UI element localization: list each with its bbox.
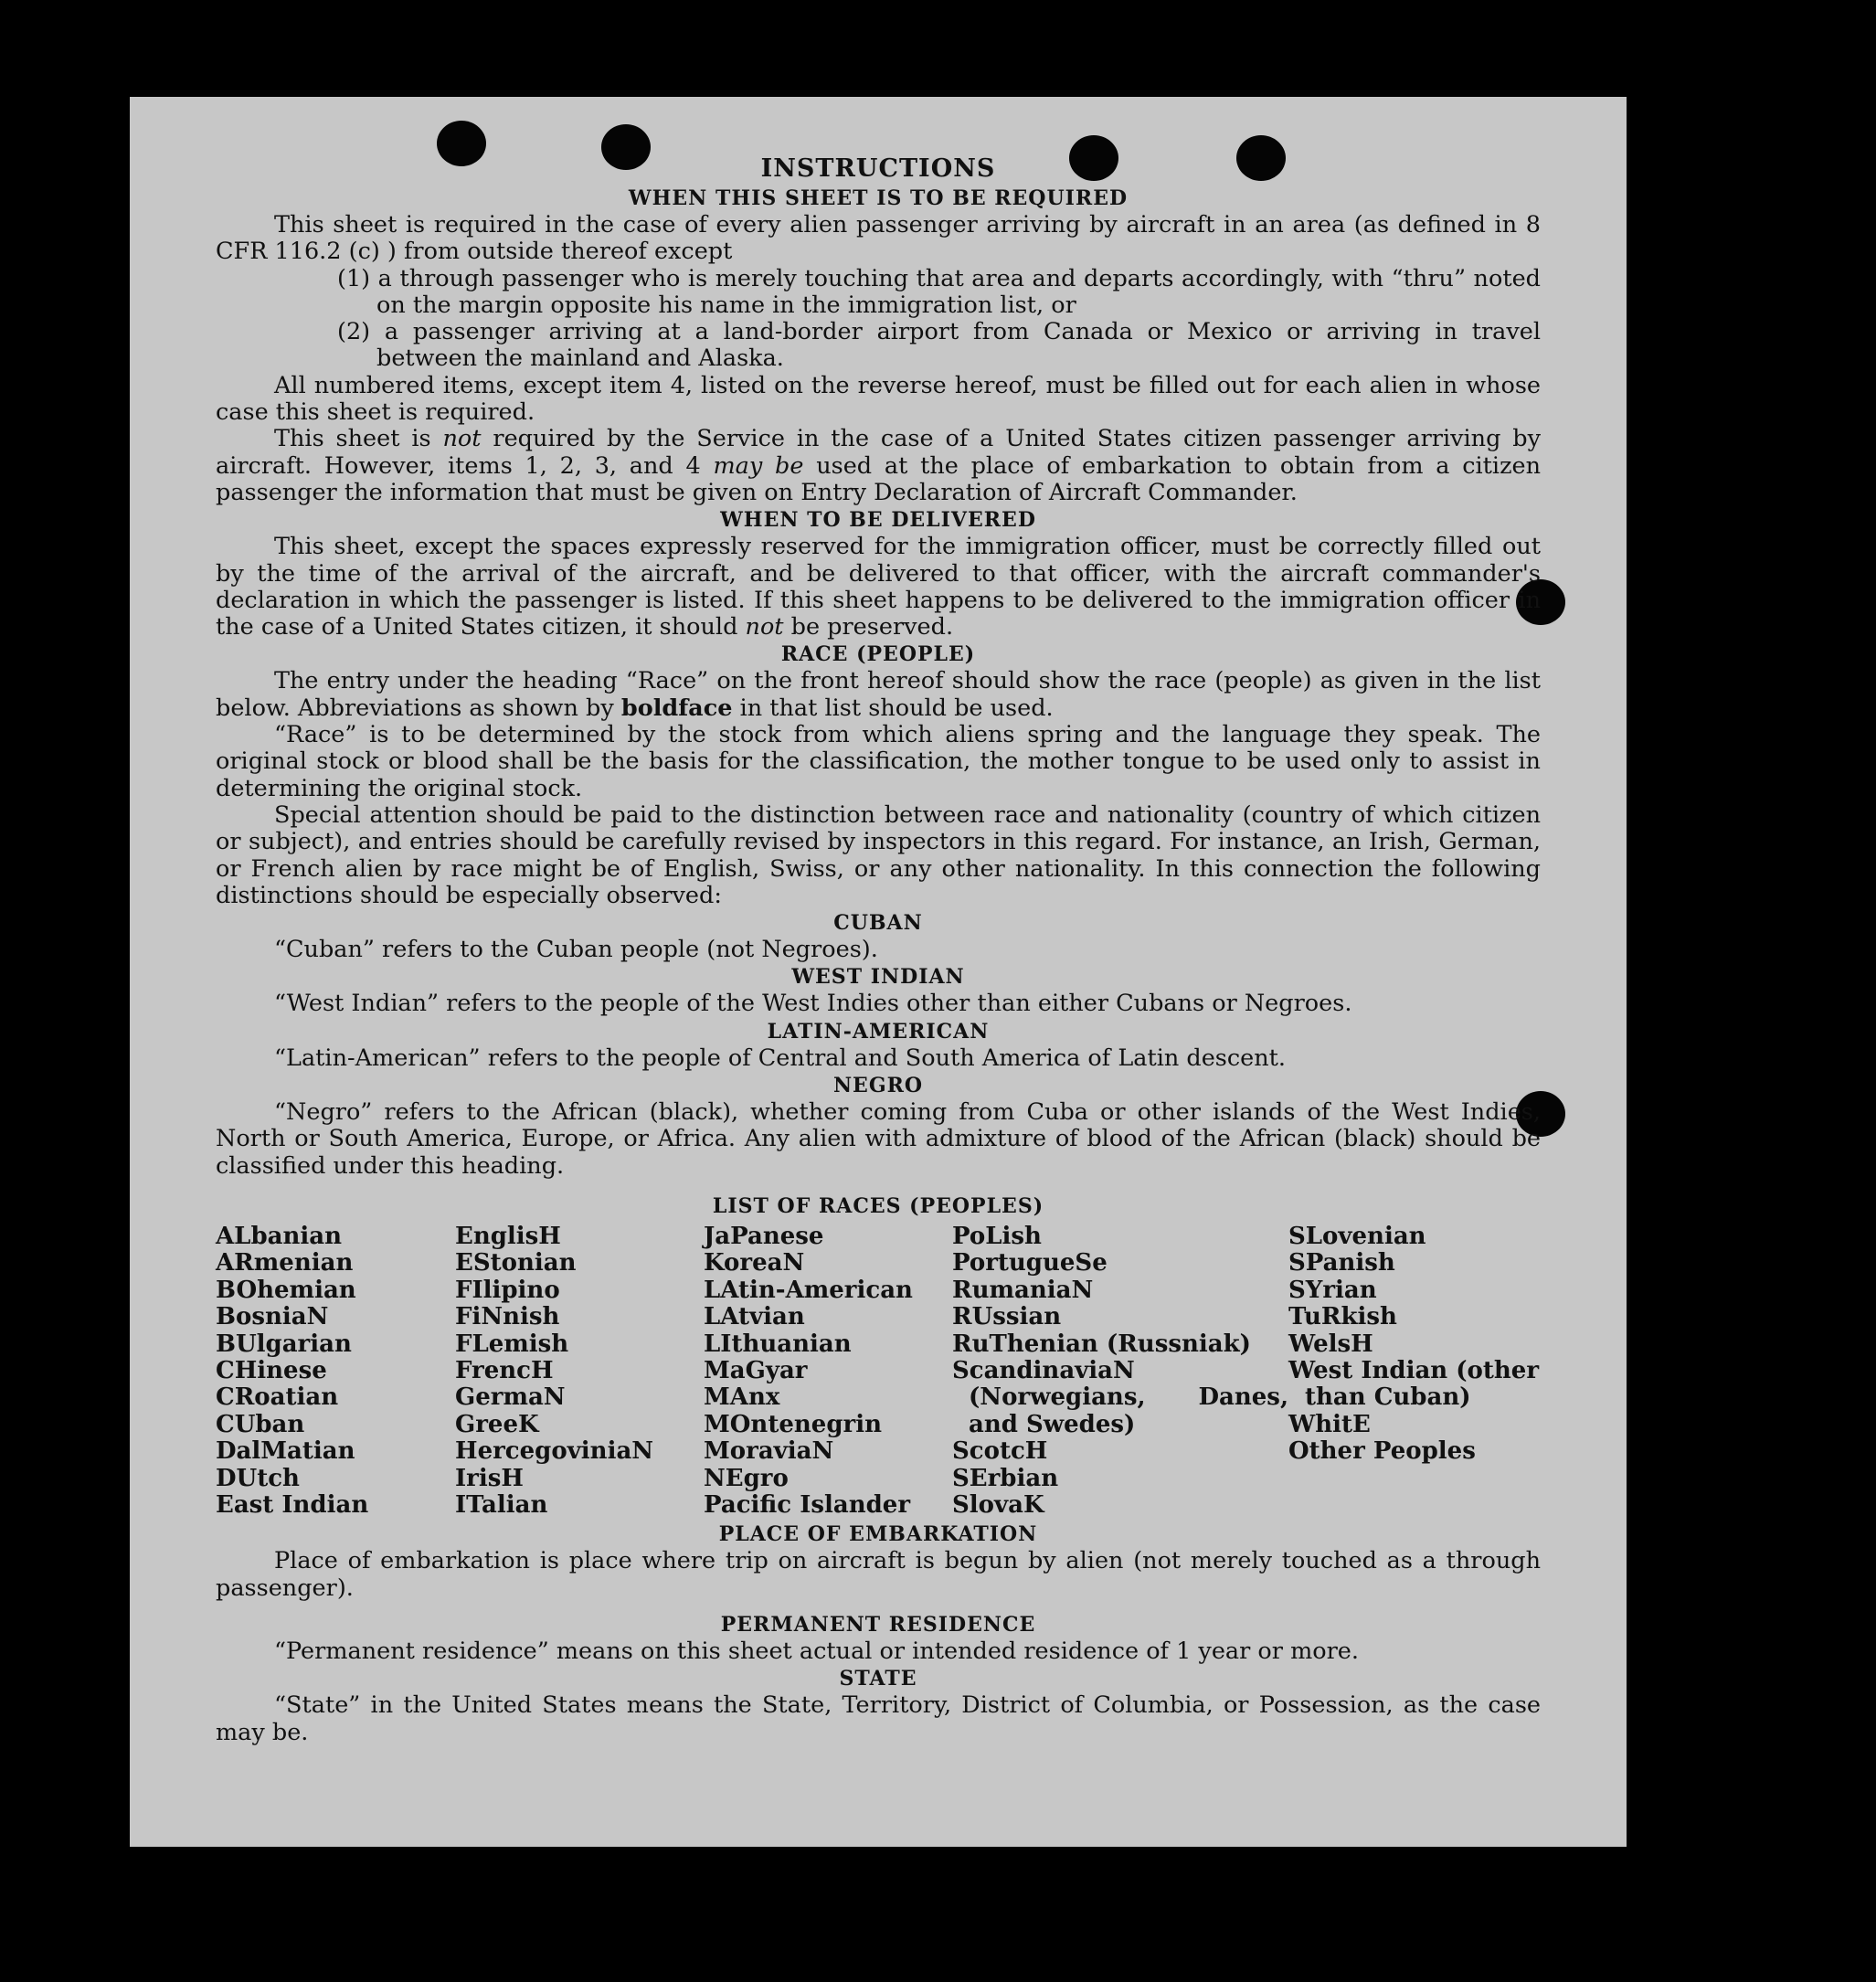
race-column [455,1224,704,1519]
paragraph: Special attention should be paid to the distinction between race and nationality (country of which citizen or subject), and entries should be carefully revised by inspectors in this regard. For instance, an Irish, German, or French alien by race might be of English, Swiss, or any other nationality. In this connection the following distinctions should be especially observed: [216,800,1541,909]
race-item: Other Peoples [1288,1437,1476,1466]
heading-when-required: WHEN THIS SHEET IS TO BE REQUIRED [628,186,1129,210]
heading-negro: NEGRO [832,1074,924,1098]
race-item: PoLish [952,1222,1042,1250]
race-item: SYrian [1288,1276,1377,1304]
race-item: ARmenian [216,1249,354,1277]
race-item: MOntenegrin [704,1410,882,1438]
race-item: ITalian [455,1490,548,1519]
race-list [216,1224,1541,1519]
race-item: WelsH [1288,1330,1373,1358]
race-item: EStonian [455,1249,577,1277]
list-item: (2) a passenger arriving at a land-border airport from Canada or Mexico or arriving in travel between the mainland and Alaska. [337,318,1541,373]
race-item: ScotcH [952,1437,1048,1466]
paragraph: “Race” is to be determined by the stock from which aliens spring and the language they speak. The original stock or blood shall be the basis for the classification, the mother tongue to be used only to assist in determining the original stock. [216,721,1541,802]
race-item: SPanish [1288,1249,1395,1277]
paragraph: “West Indian” refers to the people of the West Indies other than either Cubans or Negroes. [274,990,1352,1018]
race-item: MoraviaN [704,1437,834,1466]
race-item: SLovenian [1288,1222,1426,1250]
race-item: GermaN [455,1383,566,1412]
race-item: FiNnish [455,1303,560,1331]
race-item: CHinese [216,1356,327,1384]
heading-race: RACE (PEOPLE) [780,642,976,667]
race-item: WhitE [1288,1410,1371,1438]
race-item: FrencH [455,1356,554,1384]
race-item: DalMatian [216,1437,355,1466]
paragraph: “Permanent residence” means on this sheet actual or intended residence of 1 year or more. [274,1637,1359,1665]
paragraph: This sheet, except the spaces expressly reserved for the immigration officer, must be correctly filled out by the time of the arrival of the aircraft, and be delivered to that officer, with the aircraft commander's declaration in which the passenger is listed. If this sheet happens to be delivered to the immigration officer in the case of a United States citizen, it should not be preserved. [216,533,1541,641]
race-item: TuRkish [1288,1303,1397,1331]
heading-place-of-embarkation: PLACE OF EMBARKATION [718,1522,1038,1547]
race-column [1288,1224,1541,1519]
race-column [704,1224,952,1519]
heading-list-of-races: LIST OF RACES (PEOPLES) [712,1193,1044,1218]
paragraph: All numbered items, except item 4, listed on the reverse hereof, must be filled out for each alien in whose case this sheet is required. [216,371,1541,427]
paragraph: The entry under the heading “Race” on the front hereof should show the race (people) as given in the list below. Abbreviations as shown by boldface in that list should be used. [216,667,1541,722]
page-content [216,154,1541,1746]
race-item: BosniaN [216,1303,329,1331]
race-item: LIthuanian [704,1330,852,1358]
paragraph: This sheet is required in the case of every alien passenger arriving by aircraft in an area (as defined in 8 CFR 116.2 (c) ) from outside thereof except [216,211,1541,266]
race-item: RUssian [952,1303,1062,1331]
paragraph: “State” in the United States means the State, Territory, District of Columbia, or Possession, as the case may be. [216,1691,1541,1746]
page-title: INSTRUCTIONS [760,154,996,183]
race-item: EnglisH [455,1222,561,1250]
race-item: ALbanian [216,1222,343,1250]
race-item: NEgro [704,1464,789,1492]
paragraph: Place of embarkation is place where trip on aircraft is begun by alien (not merely touched as a through passenger). [216,1547,1541,1602]
race-item: MaGyar [704,1356,808,1384]
heading-west-indian: WEST INDIAN [791,965,965,990]
race-item: HercegoviniaN [455,1437,654,1466]
race-item: DUtch [216,1464,300,1492]
race-item: RuThenian (Russniak) [952,1330,1251,1358]
race-item: CUban [216,1410,305,1438]
race-item: BOhemian [216,1276,356,1304]
race-item: GreeK [455,1410,539,1438]
heading-state: STATE [839,1667,917,1691]
race-item: LAtvian [704,1303,805,1331]
race-item: SlovaK [952,1490,1044,1519]
heading-permanent-residence: PERMANENT RESIDENCE [720,1612,1036,1637]
race-column [952,1224,1288,1519]
race-item: FLemish [455,1330,569,1358]
race-item: JaPanese [704,1222,824,1250]
paragraph: This sheet is not required by the Service in the case of a United States citizen passenger arriving by aircraft. However, items 1, 2, 3, and 4 may be used at the place of embarkation to obtain from a citizen passenger the information that must be given on Entry Declaration of Aircraft Commander. [216,425,1542,506]
race-item: KoreaN [704,1249,805,1277]
paragraph: “Cuban” refers to the Cuban people (not Negroes). [274,936,878,964]
heading-latin-american: LATIN-AMERICAN [767,1019,990,1044]
race-item: FIlipino [455,1276,560,1304]
paragraph: “Negro” refers to the African (black), whether coming from Cuba or other islands of the West Indies, North or South America, Europe, or Africa. Any alien with admixture of blood of the African (black) should be classified under this heading. [216,1098,1541,1180]
race-item: Pacific Islander [704,1490,911,1519]
race-column [216,1224,455,1519]
race-item: ScandinaviaN (Norwegians, Danes, and Swedes) [952,1356,1288,1438]
race-item: East Indian [216,1490,369,1519]
race-item: CRoatian [216,1383,339,1412]
race-item: West Indian (other than Cuban) [1288,1356,1540,1412]
race-item: IrisH [455,1464,524,1492]
heading-cuban: CUBAN [833,911,923,936]
race-item: PortugueSe [952,1249,1108,1277]
list-item: (1) a through passenger who is merely touching that area and departs accordingly, with “thru” noted on the margin opposite his name in the immigration list, or [337,264,1541,319]
race-item: MAnx [704,1383,780,1412]
paragraph: “Latin-American” refers to the people of Central and South America of Latin descent. [274,1044,1287,1072]
race-item: RumaniaN [952,1276,1094,1304]
instruction-sheet [130,97,1627,1847]
race-item: SErbian [952,1464,1059,1492]
heading-when-delivered: WHEN TO BE DELIVERED [720,508,1036,533]
race-item: BUlgarian [216,1330,352,1358]
race-item: LAtin-American [704,1276,913,1304]
